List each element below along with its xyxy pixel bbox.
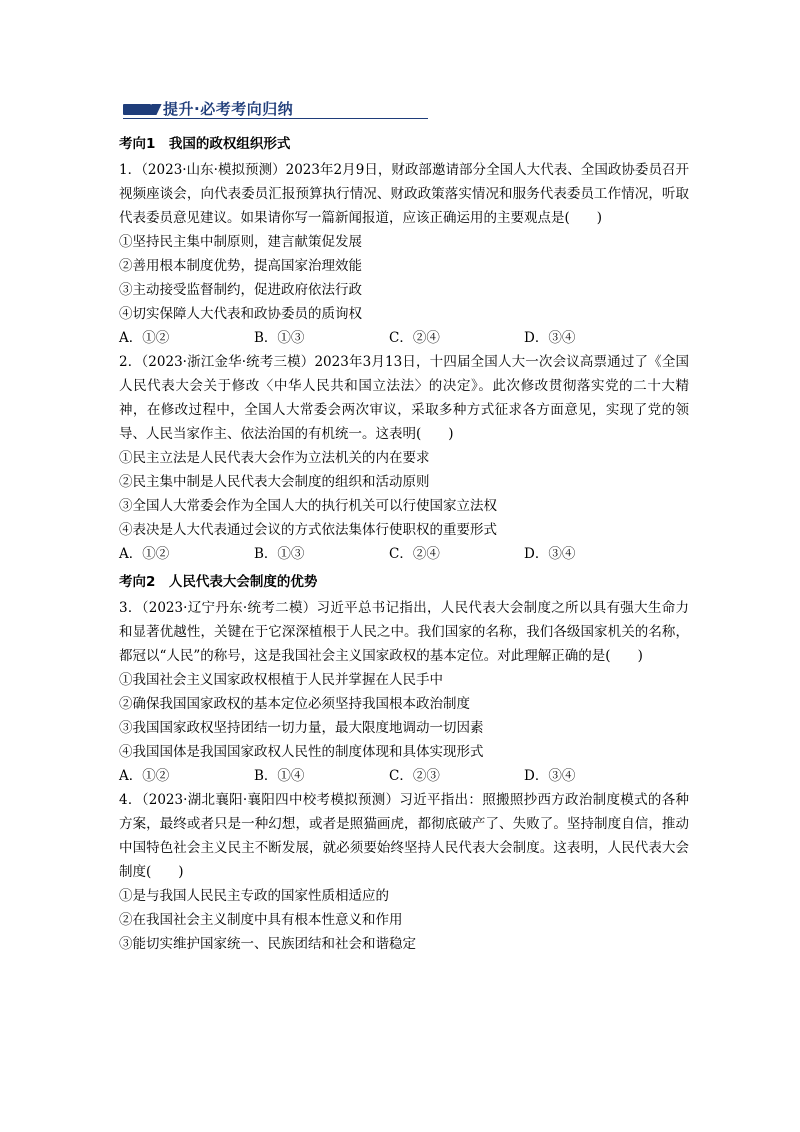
choice-a[interactable]: A．①② [119,546,170,562]
choice-c[interactable]: C．②③ [389,768,440,784]
statement-option: ①坚持民主集中制原则，建言献策促发展 [119,234,362,250]
choice-d[interactable]: D．③④ [524,330,576,346]
statement-option: ③主动接受监督制约，促进政府依法行政 [119,282,362,298]
question-stem: 2．（2023·浙江金华·统考三模）2023年3月13日，十四届全国人大一次会议高票通过了《全国人民代表大会关于修改〈中华人民共和国立法法〉的决定》。此次修改贯彻落实党的二十大精神，在修改过程中，全国人大常委会两次审议，采取多种方式征求各方面意见，实现了党的领导、人民当家作主、依法治国的有机统一。这表明( ) [119,354,689,442]
statement-option: ③我国国家政权坚持团结一切力量，最大限度地调动一切因素 [119,720,484,736]
banner-underline [123,118,428,119]
answer-choices [119,542,689,566]
question-1 [119,158,689,350]
statement-option: ④切实保障人大代表和政协委员的质询权 [119,306,362,322]
statement-option: ②在我国社会主义制度中具有根本性意义和作用 [119,912,403,928]
answer-choices [119,764,689,788]
section-heading: 考向1 我国的政权组织形式 [119,136,291,152]
question-2 [119,350,689,566]
statement-option: ④我国国体是我国国家政权人民性的制度体现和具体实现形式 [119,744,484,760]
choice-d[interactable]: D．③④ [524,546,576,562]
question-stem: 1．（2023·山东·模拟预测）2023年2月9日，财政部邀请部分全国人大代表、全国政协委员召开视频座谈会，向代表委员汇报预算执行情况、财政政策落实情况和服务代表委员工作情况，听取代表委员意见建议。如果请你写一篇新闻报道，应该正确运用的主要观点是( ) [119,162,689,226]
question-content [119,128,689,956]
statement-option: ②善用根本制度优势，提高国家治理效能 [119,258,362,274]
choice-b[interactable]: B．①④ [254,768,305,784]
answer-choices [119,326,689,350]
question-stem: 4．（2023·湖北襄阳·襄阳四中校考模拟预测）习近平指出：照搬照抄西方政治制度模式的各种方案，最终或者只是一种幻想，或者是照猫画虎，都彻底破产了、失败了。坚持制度自信，推动中国特色社会主义民主不断发展，就必须要始终坚持人民代表大会制度。这表明，人民代表大会制度( ) [119,792,689,880]
statement-option: ①是与我国人民民主专政的国家性质相适应的 [119,888,389,904]
section-banner [123,98,428,120]
choice-d[interactable]: D．③④ [524,768,576,784]
statement-option: ③全国人大常委会作为全国人大的执行机关可以行使国家立法权 [119,498,497,514]
question-4 [119,788,689,956]
statement-option: ④表决是人大代表通过会议的方式依法集体行使职权的重要形式 [119,522,497,538]
choice-c[interactable]: C．②④ [389,330,440,346]
choice-a[interactable]: A．①② [119,768,170,784]
question-3 [119,596,689,788]
choice-b[interactable]: B．①③ [254,546,305,562]
section-heading: 考向2 人民代表大会制度的优势 [119,574,318,590]
choice-b[interactable]: B．①③ [254,330,305,346]
statement-option: ②民主集中制是人民代表大会制度的组织和活动原则 [119,474,430,490]
banner-title: 提升·必考考向归纳 [163,100,294,118]
choice-c[interactable]: C．②④ [389,546,440,562]
statement-option: ②确保我国国家政权的基本定位必须坚持我国根本政治制度 [119,696,470,712]
statement-option: ①民主立法是人民代表大会作为立法机关的内在要求 [119,450,430,466]
choice-a[interactable]: A．①② [119,330,170,346]
statement-option: ①我国社会主义国家政权根植于人民并掌握在人民手中 [119,672,443,688]
statement-option: ③能切实维护国家统一、民族团结和社会和谐稳定 [119,936,416,952]
question-stem: 3．（2023·辽宁丹东·统考二模）习近平总书记指出，人民代表大会制度之所以具有强大生命力和显著优越性，关键在于它深深植根于人民之中。我们国家的名称，我们各级国家机关的名称，都冠以“人民”的称号，这是我国社会主义国家政权的基本定位。对此理解正确的是( ) [119,600,689,664]
